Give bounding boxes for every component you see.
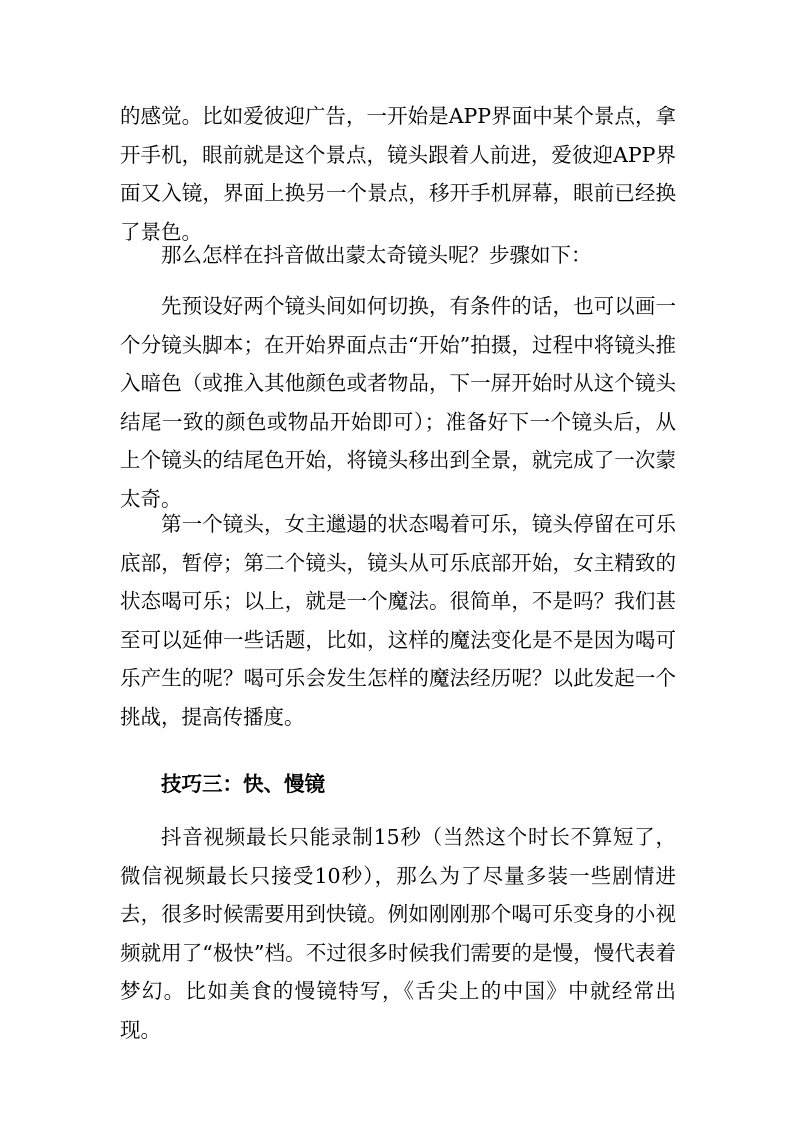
paragraph-montage-question: 那么怎样在抖音做出蒙太奇镜头呢？步骤如下： <box>161 243 592 267</box>
paragraph-montage-steps: 先预设好两个镜头间如何切换，有条件的话，也可以画一个分镜头脚本；在开始界面点击“开始”拍摄，过程中将镜头推入暗色（或推入其他颜色或者物品，下一屏开始时从这个镜头结尾一致的颜色或物品开始即可）；准备好下一个镜头后，从上个镜头的结尾色开始，将镜头移出到全景，就完成了一次蒙太奇。 <box>120 294 676 511</box>
paragraph-airbnb-example: 的感觉。比如爱彼迎广告，一开始是APP界面中某个景点，拿开手机，眼前就是这个景点，镜头跟着人前进，爱彼迎APP界面又入镜，界面上换另一个景点，移开手机屏幕，眼前已经换了景色。 <box>120 104 676 244</box>
paragraph-fast-slow-shots: 抖音视频最长只能录制15秒（当然这个时长不算短了，微信视频最长只接受10秒），那么为了尽量多装一些剧情进去，很多时候需要用到快镜。例如刚刚那个喝可乐变身的小视频就用了“极快”档。不过很多时候我们需要的是慢，慢代表着梦幻。比如美食的慢镜特写，《舌尖上的中国》中就经常出现。 <box>120 825 676 1042</box>
paragraph-cola-example: 第一个镜头，女主邋遢的状态喝着可乐，镜头停留在可乐底部，暂停；第二个镜头，镜头从可乐底部开始，女主精致的状态喝可乐；以上，就是一个魔法。很简单，不是吗？我们甚至可以延伸一些话题，比如，这样的魔法变化是不是因为喝可乐产生的呢？喝可乐会发生怎样的魔法经历呢？以此发起一个挑战，提高传播度。 <box>120 512 676 729</box>
section-heading: 技巧三：快、慢镜 <box>161 772 325 796</box>
